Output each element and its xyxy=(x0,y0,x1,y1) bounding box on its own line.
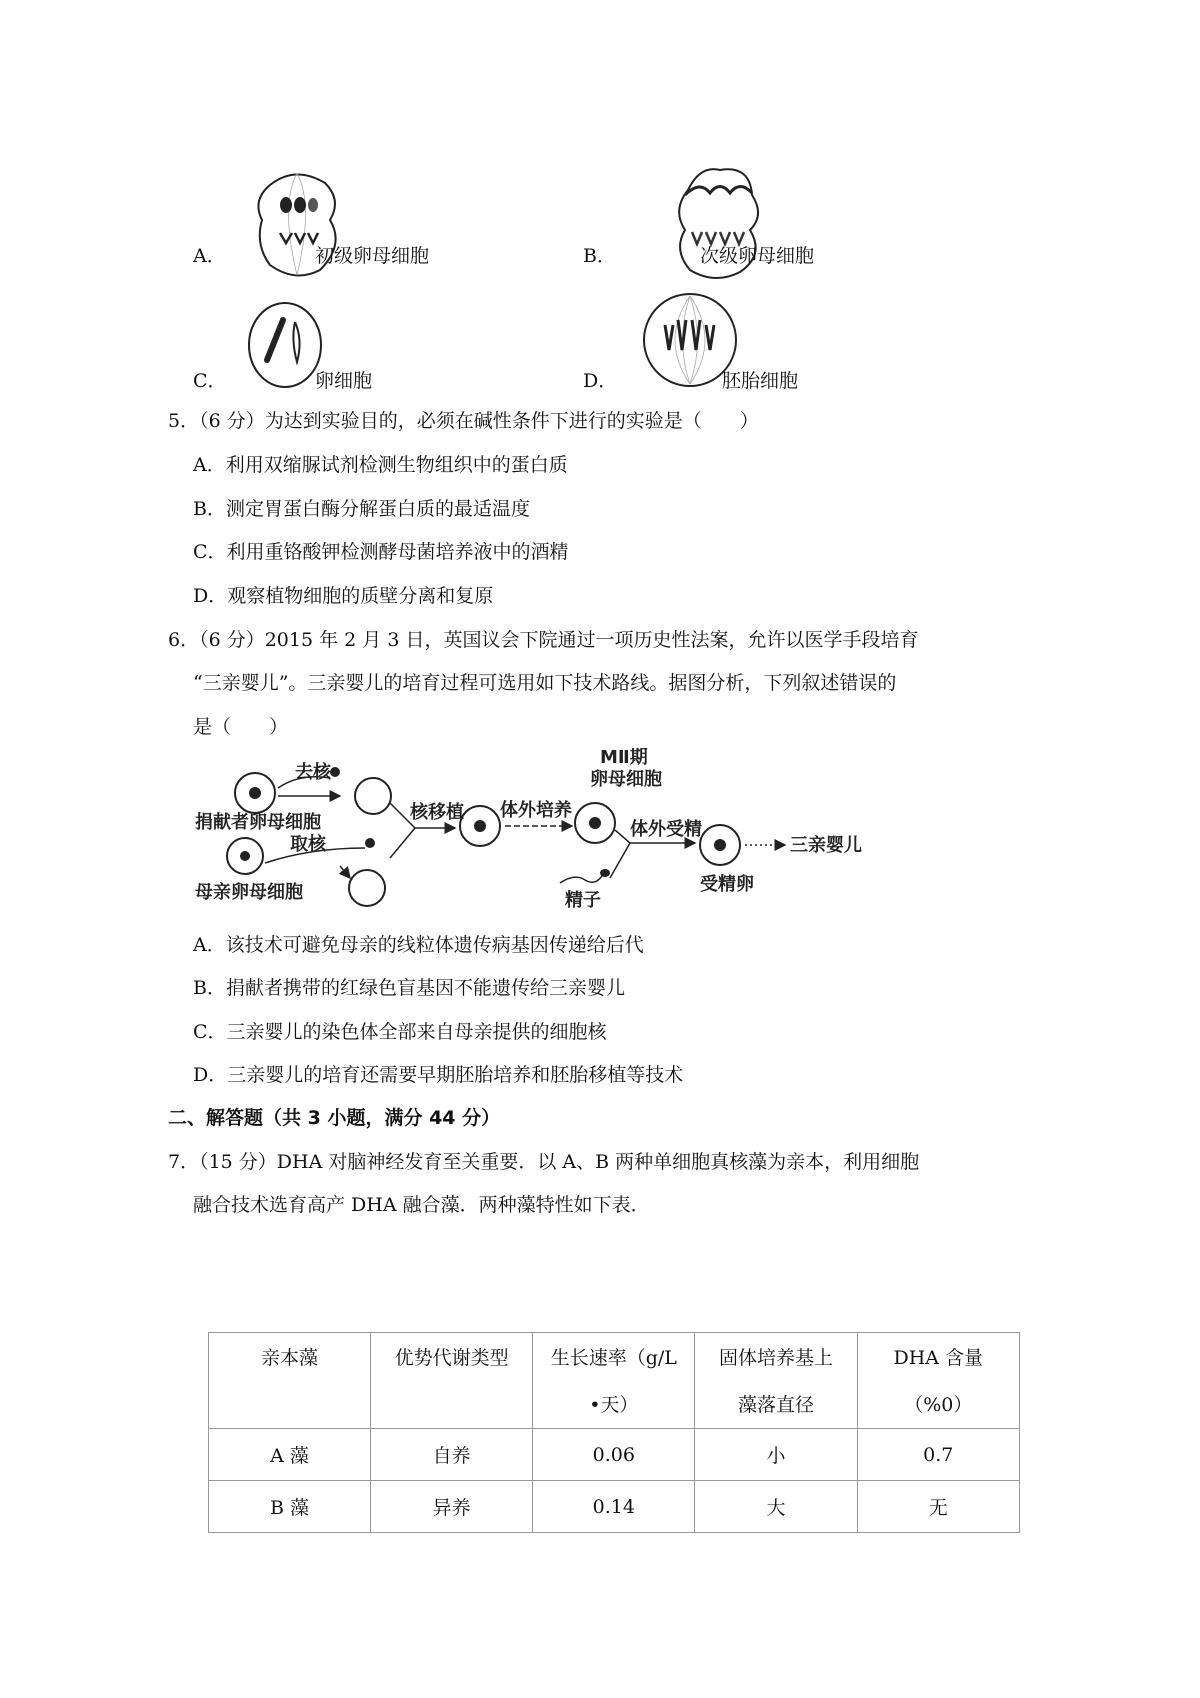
header-line1: 生长速率（g/L xyxy=(550,1347,677,1369)
q5-stem: 5．（6 分）为达到实验目的，必须在碱性条件下进行的实验是（ ） xyxy=(168,410,759,432)
transplant-label: 核移植 xyxy=(410,802,464,823)
egg-cell-figure xyxy=(245,300,325,390)
header-line1: DHA 含量 xyxy=(893,1347,984,1369)
q4-option-b[interactable] xyxy=(583,243,616,269)
table-header-cell xyxy=(371,1333,533,1429)
q4-option-a-label: 初级卵母细胞 xyxy=(315,245,430,267)
header-line2: （%0） xyxy=(904,1394,973,1416)
q5-option-a[interactable]: A．利用双缩脲试剂检测生物组织中的蛋白质 xyxy=(193,454,568,476)
header-line2: 藻落直径 xyxy=(738,1394,815,1416)
table-cell: 0.7 xyxy=(857,1429,1019,1481)
table-cell: 小 xyxy=(695,1429,857,1481)
option-letter: A． xyxy=(193,245,226,267)
section-title: 二、解答题（共 3 小题，满分 44 分） xyxy=(168,1107,501,1129)
sperm-label: 精子 xyxy=(565,890,601,911)
remove-nucleus-label: 去核 xyxy=(295,762,331,783)
table-row xyxy=(209,1429,1020,1481)
q6-stem-line1: 6．（6 分）2015 年 2 月 3 日，英国议会下院通过一项历史性法案，允许以医学手段培育 xyxy=(168,629,919,651)
q6-stem-line2: “三亲婴儿”。三亲婴儿的培育过程可选用如下技术路线。据图分析，下列叙述错误的 xyxy=(193,672,897,694)
q5-option-c[interactable]: C．利用重铬酸钾检测酵母菌培养液中的酒精 xyxy=(193,541,569,563)
option-letter: C． xyxy=(193,370,227,392)
q5-option-b[interactable]: B．测定胃蛋白酶分解蛋白质的最适温度 xyxy=(193,498,530,520)
table-header-cell xyxy=(533,1333,695,1429)
table-cell: 0.06 xyxy=(533,1429,695,1481)
q4-option-b-label: 次级卵母细胞 xyxy=(700,245,815,267)
table-header-cell xyxy=(857,1333,1019,1429)
q6-stem-line3: 是（ ） xyxy=(193,716,289,738)
table-cell: 大 xyxy=(695,1481,857,1533)
algae-properties-table xyxy=(208,1332,1020,1533)
table-cell: 异养 xyxy=(371,1481,533,1533)
q6-option-b[interactable]: B．捐献者携带的红绿色盲基因不能遗传给三亲婴儿 xyxy=(193,977,625,999)
mii-label-line1: MⅡ期 xyxy=(600,748,648,768)
q4-option-c[interactable] xyxy=(193,368,227,394)
table-cell: B 藻 xyxy=(209,1481,371,1533)
mother-oocyte-label: 母亲卵母细胞 xyxy=(195,882,303,903)
three-parent-baby-label: 三亲婴儿 xyxy=(790,835,862,856)
sperm-icon xyxy=(600,869,610,877)
table-cell: 自养 xyxy=(371,1429,533,1481)
q6-option-d[interactable]: D．三亲婴儿的培育还需要早期胚胎培养和胚胎移植等技术 xyxy=(193,1064,684,1086)
take-nucleus-label: 取核 xyxy=(290,834,326,855)
table-header-cell xyxy=(209,1333,371,1429)
q4-option-d[interactable] xyxy=(583,368,617,394)
zygote-label: 受精卵 xyxy=(700,874,754,895)
q5-option-d[interactable]: D．观察植物细胞的质壁分离和复原 xyxy=(193,585,494,607)
mii-label-line2: 卵母细胞 xyxy=(590,769,662,790)
table-header-row xyxy=(209,1333,1020,1429)
header-line1: 固体培养基上 xyxy=(719,1347,834,1369)
table-row xyxy=(209,1481,1020,1533)
donor-oocyte-label: 捐献者卵母细胞 xyxy=(195,812,321,833)
q6-option-c[interactable]: C．三亲婴儿的染色体全部来自母亲提供的细胞核 xyxy=(193,1021,607,1043)
table-cell: 0.14 xyxy=(533,1481,695,1533)
ivf-label: 体外受精 xyxy=(630,819,702,840)
q7-stem-line1: 7．（15 分）DHA 对脑神经发育至关重要．以 A、B 两种单细胞真核藻为亲本，利用细胞 xyxy=(168,1151,920,1173)
table-cell: A 藻 xyxy=(209,1429,371,1481)
q6-option-a[interactable]: A．该技术可避免母亲的线粒体遗传病基因传递给后代 xyxy=(193,934,644,956)
q4-option-c-label: 卵细胞 xyxy=(315,370,373,392)
three-parent-baby-diagram xyxy=(190,748,890,913)
header-line1: 优势代谢类型 xyxy=(394,1347,509,1369)
option-letter: B． xyxy=(583,245,616,267)
table-header-cell xyxy=(695,1333,857,1429)
in-vitro-culture-label: 体外培养 xyxy=(500,800,572,821)
q4-option-d-label: 胚胎细胞 xyxy=(722,370,799,392)
extracted-nucleus-cell-icon xyxy=(349,870,385,906)
enucleated-cell-icon xyxy=(355,778,391,814)
table-cell: 无 xyxy=(857,1481,1019,1533)
q7-stem-line2: 融合技术选育高产 DHA 融合藻．两种藻特性如下表． xyxy=(193,1194,650,1216)
q4-option-a[interactable] xyxy=(193,243,226,269)
option-letter: D． xyxy=(583,370,618,392)
header-line1: 亲本藻 xyxy=(261,1347,319,1369)
header-line2: •天） xyxy=(589,1394,639,1416)
